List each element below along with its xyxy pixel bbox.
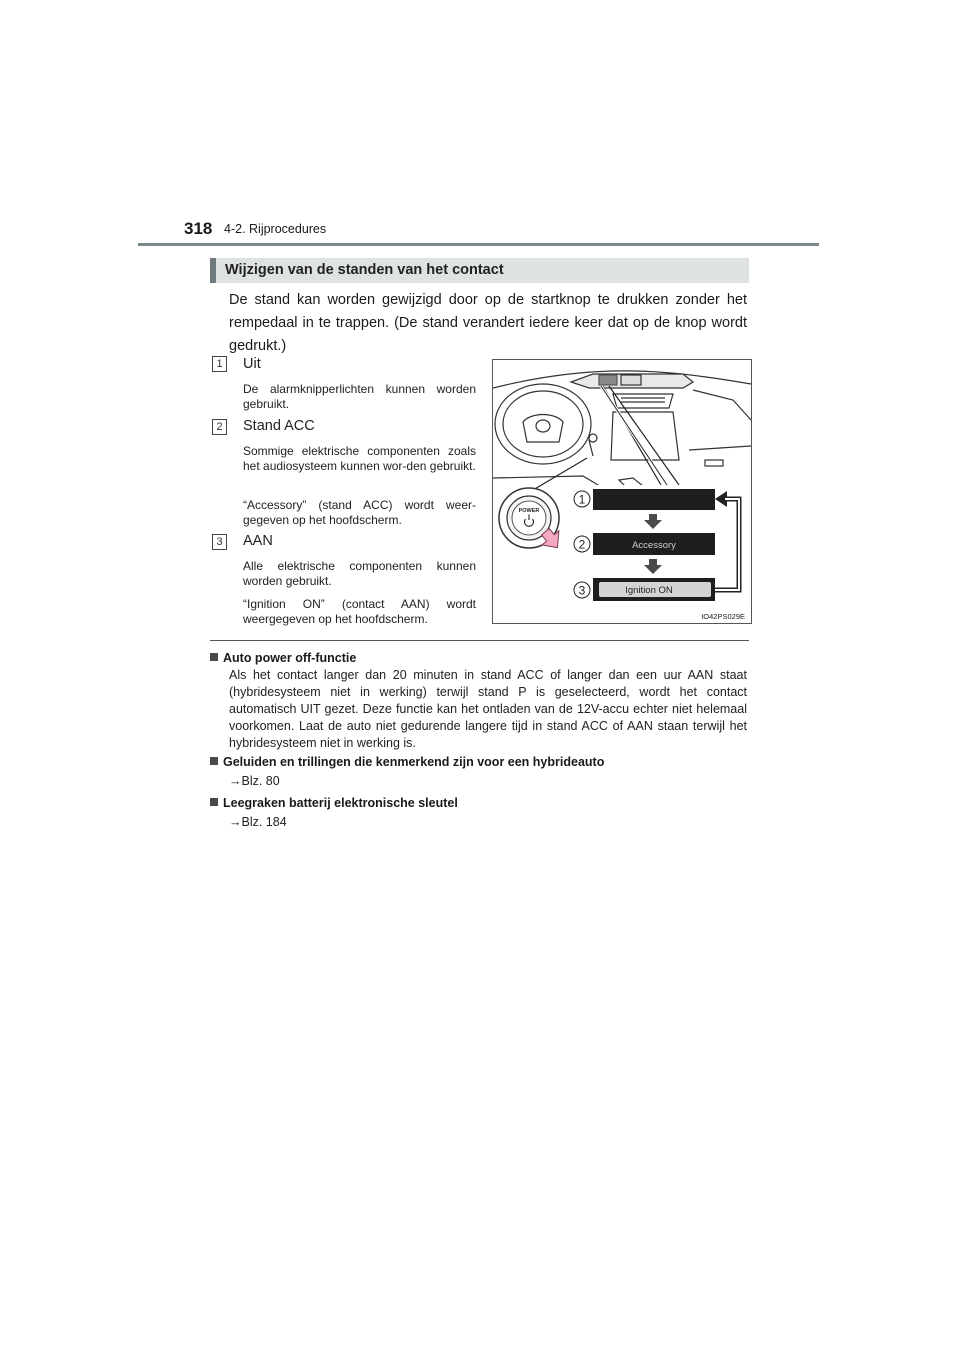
section-title: Wijzigen van de standen van het contact	[225, 262, 504, 278]
power-button-label: POWER	[518, 508, 540, 514]
breadcrumb: 4-2. Rijprocedures	[224, 222, 327, 236]
display-states	[574, 485, 747, 617]
square-bullet-icon	[210, 798, 218, 806]
state-2-label: Accessory	[632, 540, 676, 551]
square-bullet-icon	[210, 757, 218, 765]
figure-code: IO42PS029E	[701, 612, 745, 621]
page-number: 318	[184, 219, 213, 238]
state-1-number: 1	[578, 492, 586, 507]
step-3-number: 3	[212, 534, 227, 550]
step-2-title: Stand ACC	[243, 418, 315, 434]
dashboard-drawing	[493, 371, 751, 494]
step-1-title: Uit	[243, 356, 261, 372]
section-header-bar	[210, 258, 216, 283]
note-heading-hybrid-sounds: Geluiden en trillingen die kenmerkend zijn voor een hybrideauto	[210, 755, 604, 769]
section-divider	[210, 640, 749, 641]
step-3-description-1: Alle elektrische componenten kunnen worden gebruikt.	[243, 559, 476, 588]
power-button-inset	[499, 488, 567, 554]
step-1-description: De alarmknipperlichten kunnen worden gebruikt.	[243, 382, 476, 411]
intro-paragraph: De stand kan worden gewijzigd door op de startknop te drukken zonder het rempedaal in te trappen. (De stand verandert iedere keer dat op de knop wordt gedrukt.)	[229, 292, 747, 354]
state-3-number: 3	[578, 583, 586, 598]
step-2-description-2: “Accessory” (stand ACC) wordt weer-gegeven op het hoofdscherm.	[243, 498, 476, 527]
square-bullet-icon	[210, 653, 218, 661]
step-3-description-2: “Ignition ON” (contact AAN) wordt weergegeven op het hoofdscherm.	[243, 597, 476, 626]
note-heading-key-battery: Leegraken batterij elektronische sleutel	[210, 796, 458, 810]
header-divider	[138, 243, 819, 246]
dashboard-illustration	[492, 359, 752, 624]
note-ref-hybrid-sounds[interactable]: →Blz. 80	[229, 774, 280, 788]
state-1-screen	[593, 489, 715, 510]
note-ref-key-battery[interactable]: →Blz. 184	[229, 815, 287, 829]
state-2-number: 2	[578, 537, 586, 552]
note-heading-auto-power-off: Auto power off-functie	[210, 651, 356, 665]
step-1-number: 1	[212, 356, 227, 372]
step-3-title: AAN	[243, 533, 273, 549]
state-3-label: Ignition ON	[625, 585, 673, 596]
step-2-description-1: Sommige elektrische componenten zoals het audiosysteem kunnen wor-den gebruikt.	[243, 444, 476, 473]
section-header	[210, 258, 749, 283]
note-body-auto-power-off: Als het contact langer dan 20 minuten in stand ACC of langer dan een uur AAN staat (hybridesysteem niet in werking) terwijl stand P is geselecteerd, wordt het contact automatisch UIT gezet. Deze functie kan het ontladen van de 12V-accu echter niet helemaal voorkomen. Laat de auto niet gedurende langere tijd in stand ACC of AAN staan terwijl het hybridesysteem niet in werking is.	[229, 668, 747, 750]
step-2-number: 2	[212, 419, 227, 435]
